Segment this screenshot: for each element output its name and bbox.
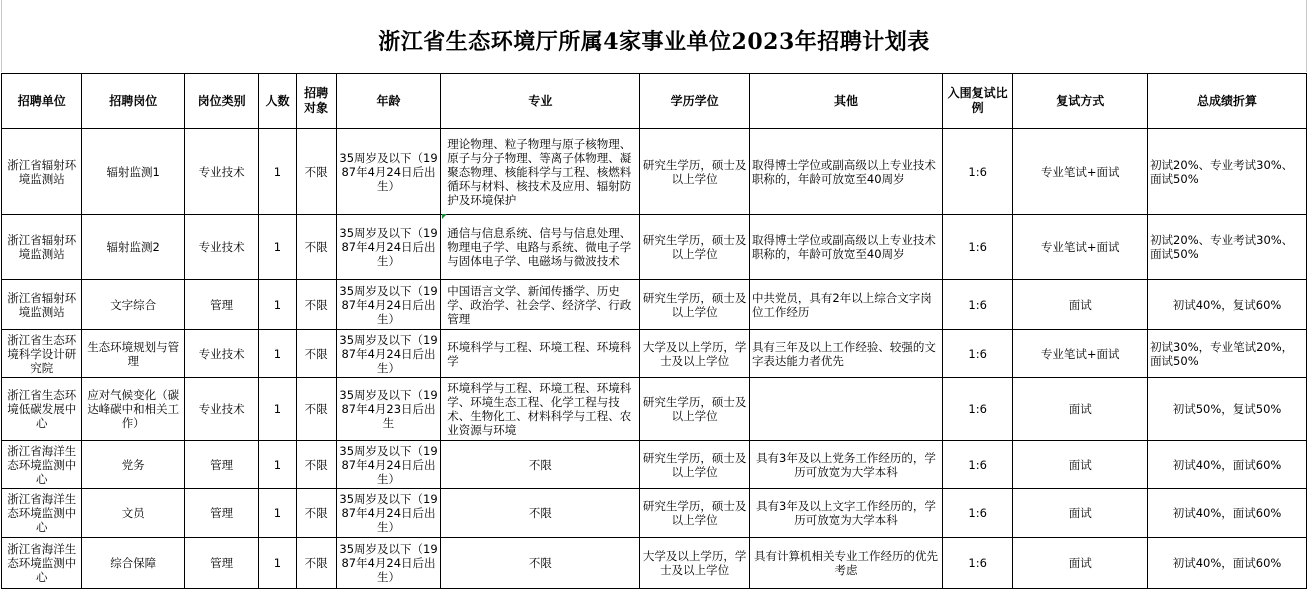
cell-education[interactable]: 研究生学历，硕士及以上学位 [640, 489, 750, 538]
cell-major[interactable]: 中国语言文学、新闻传播学、历史学、政治学、社会学、经济学、行政管理 [441, 280, 640, 330]
cell-target[interactable]: 不限 [296, 330, 336, 378]
cell-score[interactable]: 初试20%、专业考试30%、面试50% [1148, 215, 1307, 280]
cell-count[interactable]: 1 [259, 489, 296, 538]
table-row [2, 378, 1307, 441]
cell-target[interactable]: 不限 [296, 378, 336, 441]
cell-count[interactable]: 1 [259, 129, 296, 215]
table-row [2, 129, 1307, 215]
cell-ratio[interactable]: 1:6 [942, 280, 1012, 330]
cell-target[interactable]: 不限 [296, 441, 336, 489]
header-other[interactable]: 其他 [749, 74, 942, 129]
title-cell[interactable] [1, 0, 1307, 72]
cell-education[interactable]: 研究生学历，硕士及以上学位 [640, 129, 750, 215]
page-title: 浙江省生态环境厅所属4家事业单位2023年招聘计划表 [378, 28, 930, 55]
cell-other[interactable]: 取得博士学位或副高级以上专业技术职称的，年龄可放宽至40周岁 [749, 215, 942, 280]
header-ratio[interactable]: 入围复试比例 [942, 74, 1012, 129]
cell-category[interactable]: 专业技术 [184, 330, 258, 378]
header-target[interactable]: 招聘对象 [296, 74, 336, 129]
cell-other[interactable]: 具有三年及以上工作经验、较强的文字表达能力者优先 [749, 330, 942, 378]
cell-age[interactable]: 35周岁及以下（1987年4月23日后出生 [336, 378, 441, 441]
cell-score[interactable]: 初试40%，面试60% [1148, 489, 1307, 538]
cell-category[interactable]: 管理 [184, 538, 258, 589]
cell-method[interactable]: 专业笔试+面试 [1013, 330, 1148, 378]
cell-major[interactable]: 通信与信息系统、信号与信息处理、物理电子学、电路与系统、微电子学与固体电子学、电磁场与微波技术 [441, 215, 640, 280]
header-count[interactable]: 人数 [259, 74, 296, 129]
cell-age[interactable]: 35周岁及以下（1987年4月24日后出生） [336, 441, 441, 489]
table-row [2, 330, 1307, 378]
header-education[interactable]: 学历学位 [640, 74, 750, 129]
cell-position[interactable]: 生态环境规划与管理 [82, 330, 185, 378]
cell-ratio[interactable]: 1:6 [942, 330, 1012, 378]
cell-unit[interactable]: 浙江省辐射环境监测站 [2, 215, 82, 280]
cell-position[interactable]: 辐射监测2 [82, 215, 185, 280]
header-age[interactable]: 年龄 [336, 74, 441, 129]
cell-score[interactable]: 初试50%，复试50% [1148, 378, 1307, 441]
cell-method[interactable]: 面试 [1013, 441, 1148, 489]
recruitment-table [1, 73, 1307, 589]
cell-count[interactable]: 1 [259, 378, 296, 441]
cell-method[interactable]: 面试 [1013, 489, 1148, 538]
header-method[interactable]: 复试方式 [1013, 74, 1148, 129]
cell-count[interactable]: 1 [259, 538, 296, 589]
cell-target[interactable]: 不限 [296, 280, 336, 330]
cell-unit[interactable]: 浙江省生态环境低碳发展中心 [2, 378, 82, 441]
cell-category[interactable]: 管理 [184, 489, 258, 538]
cell-score[interactable]: 初试40%，面试60% [1148, 441, 1307, 489]
cell-major[interactable]: 环境科学与工程、环境工程、环境科学 [441, 330, 640, 378]
cell-position[interactable]: 文字综合 [82, 280, 185, 330]
cell-education[interactable]: 大学及以上学历，学士及以上学位 [640, 330, 750, 378]
header-category[interactable]: 岗位类别 [184, 74, 258, 129]
cell-category[interactable]: 专业技术 [184, 378, 258, 441]
cell-score[interactable]: 初试40%，面试60% [1148, 538, 1307, 589]
cell-age[interactable]: 35周岁及以下（1987年4月24日后出生） [336, 330, 441, 378]
cell-category[interactable]: 专业技术 [184, 129, 258, 215]
cell-other[interactable] [749, 378, 942, 441]
cell-major[interactable]: 不限 [441, 489, 640, 538]
cell-other[interactable]: 具有3年及以上文字工作经历的，学历可放宽为大学本科 [749, 489, 942, 538]
cell-major[interactable]: 不限 [441, 538, 640, 589]
cell-age[interactable]: 35周岁及以下（1987年4月24日后出生） [336, 129, 441, 215]
cell-count[interactable]: 1 [259, 330, 296, 378]
table-row [2, 280, 1307, 330]
cell-position[interactable]: 辐射监测1 [82, 129, 185, 215]
cell-education[interactable]: 大学及以上学历，学士及以上学位 [640, 538, 750, 589]
header-major[interactable]: 专业 [441, 74, 640, 129]
cell-position[interactable]: 文员 [82, 489, 185, 538]
cell-category[interactable]: 管理 [184, 441, 258, 489]
cell-age[interactable]: 35周岁及以下（1987年4月24日后出生） [336, 280, 441, 330]
cell-education[interactable]: 研究生学历，硕士及以上学位 [640, 378, 750, 441]
header-unit[interactable]: 招聘单位 [2, 74, 82, 129]
cell-education[interactable]: 研究生学历，硕士及以上学位 [640, 441, 750, 489]
cell-education[interactable]: 研究生学历，硕士及以上学位 [640, 280, 750, 330]
cell-other[interactable]: 取得博士学位或副高级以上专业技术职称的，年龄可放宽至40周岁 [749, 129, 942, 215]
cell-other[interactable]: 具有3年及以上党务工作经历的，学历可放宽为大学本科 [749, 441, 942, 489]
cell-other[interactable]: 中共党员，具有2年以上综合文字岗位工作经历 [749, 280, 942, 330]
cell-age[interactable]: 35周岁及以下（1987年4月24日后出生） [336, 538, 441, 589]
cell-unit[interactable]: 浙江省海洋生态环境监测中心 [2, 538, 82, 589]
cell-count[interactable]: 1 [259, 280, 296, 330]
cell-score[interactable]: 初试40%，复试60% [1148, 280, 1307, 330]
cell-unit[interactable]: 浙江省辐射环境监测站 [2, 129, 82, 215]
cell-position[interactable]: 党务 [82, 441, 185, 489]
table-row [2, 441, 1307, 489]
cell-method[interactable]: 面试 [1013, 280, 1148, 330]
cell-category[interactable]: 管理 [184, 280, 258, 330]
cell-major[interactable]: 不限 [441, 441, 640, 489]
cell-count[interactable]: 1 [259, 215, 296, 280]
cell-category[interactable]: 专业技术 [184, 215, 258, 280]
table-row [2, 489, 1307, 538]
cell-unit[interactable]: 浙江省生态环境科学设计研究院 [2, 330, 82, 378]
cell-count[interactable]: 1 [259, 441, 296, 489]
comment-indicator-icon[interactable] [442, 214, 447, 219]
cell-target[interactable]: 不限 [296, 129, 336, 215]
cell-unit[interactable]: 浙江省海洋生态环境监测中心 [2, 489, 82, 538]
cell-target[interactable]: 不限 [296, 538, 336, 589]
cell-score[interactable]: 初试30%，专业笔试20%，面试50% [1148, 330, 1307, 378]
cell-target[interactable]: 不限 [296, 489, 336, 538]
header-score[interactable]: 总成绩折算 [1148, 74, 1307, 129]
cell-unit[interactable]: 浙江省海洋生态环境监测中心 [2, 441, 82, 489]
cell-unit[interactable]: 浙江省辐射环境监测站 [2, 280, 82, 330]
cell-position[interactable]: 综合保障 [82, 538, 185, 589]
cell-major[interactable]: 环境科学与工程、环境工程、环境科学、环境生态工程、化学工程与技术、生物化工、材料科学与工程、农业资源与环境 [441, 378, 640, 441]
cell-ratio[interactable]: 1:6 [942, 538, 1012, 589]
cell-method[interactable]: 面试 [1013, 538, 1148, 589]
cell-ratio[interactable]: 1:6 [942, 489, 1012, 538]
cell-ratio[interactable]: 1:6 [942, 215, 1012, 280]
header-row [2, 74, 1307, 129]
table-row [2, 215, 1307, 280]
cell-method[interactable]: 面试 [1013, 378, 1148, 441]
cell-ratio[interactable]: 1:6 [942, 441, 1012, 489]
cell-ratio[interactable]: 1:6 [942, 129, 1012, 215]
cell-method[interactable]: 专业笔试+面试 [1013, 129, 1148, 215]
cell-target[interactable]: 不限 [296, 215, 336, 280]
table-row [2, 538, 1307, 589]
cell-other[interactable]: 具有计算机相关专业工作经历的优先考虑 [749, 538, 942, 589]
header-position[interactable]: 招聘岗位 [82, 74, 185, 129]
cell-method[interactable]: 专业笔试+面试 [1013, 215, 1148, 280]
cell-age[interactable]: 35周岁及以下（1987年4月24日后出生） [336, 215, 441, 280]
cell-major[interactable]: 理论物理、粒子物理与原子核物理、原子与分子物理、等离子体物理、凝聚态物理、核能科学与工程、核燃料循环与材料、核技术及应用、辐射防护及环境保护 [441, 129, 640, 215]
cell-score[interactable]: 初试20%、专业考试30%、面试50% [1148, 129, 1307, 215]
cell-position[interactable]: 应对气候变化（碳达峰碳中和相关工作） [82, 378, 185, 441]
cell-age[interactable]: 35周岁及以下（1987年4月24日后出生） [336, 489, 441, 538]
cell-education[interactable]: 研究生学历，硕士及以上学位 [640, 215, 750, 280]
cell-ratio[interactable]: 1:6 [942, 378, 1012, 441]
